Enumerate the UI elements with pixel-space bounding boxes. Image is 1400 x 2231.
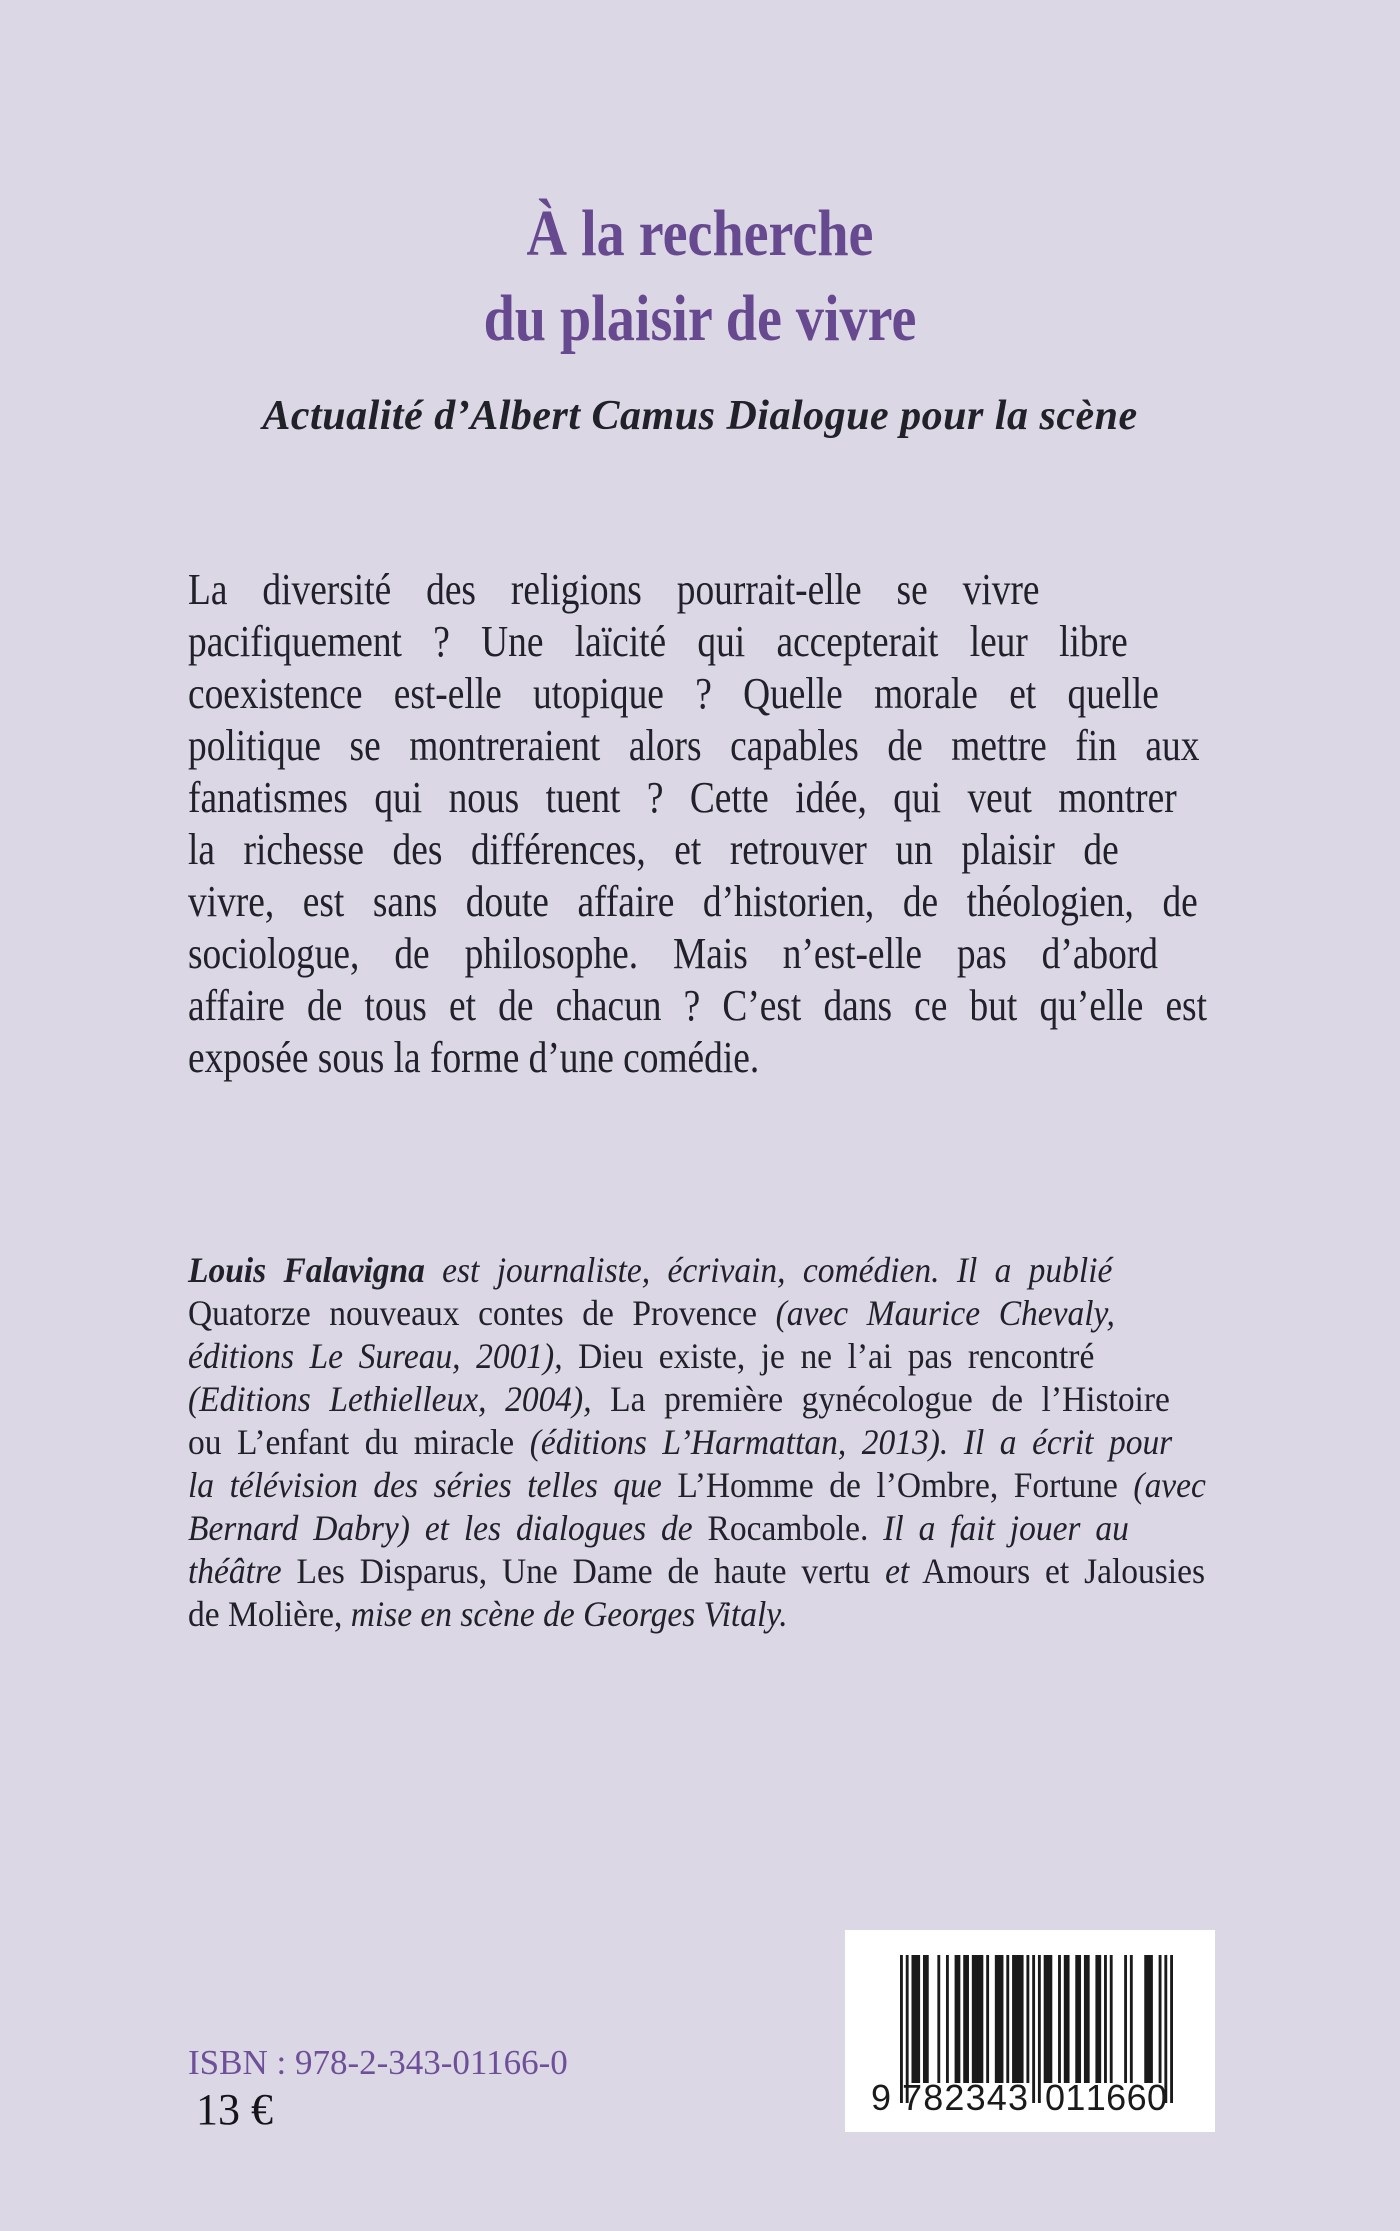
barcode-digit: 0 — [1146, 2077, 1167, 2118]
bio-line — [188, 1507, 1140, 1550]
blurb-line: sociologue, de philosophe. Mais n’est-elle pas d’abord — [188, 929, 1158, 978]
barcode-digit: 6 — [1106, 2077, 1127, 2118]
barcode-digit: 1 — [1085, 2077, 1106, 2118]
blurb-line: pacifiquement ? Une laïcité qui accepterait leur libre — [188, 617, 1128, 666]
blurb-line: exposée sous la forme d’une comédie. — [188, 1033, 760, 1082]
barcode — [845, 1930, 1215, 2132]
bio-line — [188, 1550, 1205, 1593]
blurb-line: coexistence est-elle utopique ? Quelle morale et quelle — [188, 669, 1159, 718]
bio-segment: est journaliste, écrivain, comédien. Il a publié — [424, 1250, 1113, 1290]
barcode-digit-group — [1045, 2078, 1167, 2118]
bio-segment: (avec Maurice Chevaly, — [775, 1293, 1115, 1333]
barcode-digit-group — [855, 2078, 891, 2118]
barcode-digit: 3 — [1007, 2077, 1028, 2118]
book-subtitle-line-2: Dialogue pour la scène — [726, 392, 1138, 439]
bio-line — [188, 1464, 1206, 1507]
barcode-digit: 2 — [944, 2077, 965, 2118]
bio-segment: La première gynécologue de l’Histoire — [591, 1379, 1170, 1419]
bio-segment: et — [885, 1551, 910, 1591]
bio-segment: Quatorze nouveaux contes de Provence — [188, 1293, 776, 1333]
book-title-line-1: À la recherche — [526, 197, 874, 271]
blurb-line: la richesse des différences, et retrouver un plaisir de — [188, 825, 1119, 874]
bio-line — [188, 1249, 1140, 1292]
barcode-digit-group — [902, 2078, 1028, 2118]
back-cover-blurb — [188, 564, 1212, 1084]
barcode-digit: 9 — [870, 2077, 891, 2118]
barcode-digit: 0 — [1045, 2077, 1066, 2118]
book-title — [0, 191, 1400, 361]
bio-line — [188, 1378, 1170, 1421]
bio-segment: (avec — [1133, 1465, 1206, 1505]
price-text: 13 € — [196, 2085, 273, 2134]
bio-segment: théâtre — [188, 1551, 297, 1591]
bio-segment: Dieu existe, je ne l’ai pas rencontré — [562, 1336, 1095, 1376]
bio-segment: L’Homme de l’Ombre, Fortune — [677, 1465, 1134, 1505]
blurb-line: fanatismes qui nous tuent ? Cette idée, qui veut montrer — [188, 773, 1177, 822]
barcode-digit: 4 — [986, 2077, 1007, 2118]
bio-segment: Les Disparus, Une Dame de haute vertu — [296, 1551, 886, 1591]
barcode-digit: 7 — [902, 2077, 923, 2118]
barcode-digit: 3 — [965, 2077, 986, 2118]
author-bio — [188, 1249, 1212, 1636]
book-subtitle-line-1: Actualité d’Albert Camus — [262, 392, 716, 439]
barcode-digit: 1 — [1065, 2077, 1086, 2118]
barcode-digit: 8 — [923, 2077, 944, 2118]
bio-segment: (Editions Lethielleux, 2004), — [188, 1379, 592, 1419]
bio-segment: Bernard Dabry) et les dialogues de — [188, 1508, 708, 1548]
bio-segment: Rocambole. — [707, 1508, 884, 1548]
bio-segment: de Molière, — [188, 1594, 351, 1634]
blurb-line: politique se montreraient alors capables de mettre fin aux — [188, 721, 1200, 770]
bio-line — [188, 1292, 1140, 1335]
bio-segment: éditions Le Sureau, 2001), — [188, 1336, 563, 1376]
blurb-line: vivre, est sans doute affaire d’historien, de théologien, de — [188, 877, 1198, 926]
book-title-line-2: du plaisir de vivre — [483, 282, 917, 356]
barcode-number — [845, 2076, 1215, 2122]
bio-segment: Louis Falavigna — [188, 1250, 425, 1290]
isbn-text: ISBN : 978-2-343-01166-0 — [188, 2043, 568, 2082]
blurb-line: affaire de tous et de chacun ? C’est dans ce but qu’elle est — [188, 981, 1208, 1030]
bio-segment: (éditions L’Harmattan, 2013). Il a écrit pour — [529, 1422, 1173, 1462]
bio-segment: mise en scène de Georges Vitaly. — [350, 1594, 788, 1634]
bio-segment: Amours et Jalousies — [909, 1551, 1205, 1591]
bio-segment: ou L’enfant du miracle — [188, 1422, 530, 1462]
bio-line — [188, 1335, 1140, 1378]
book-subtitle — [0, 394, 1400, 439]
bio-line — [188, 1421, 1173, 1464]
barcode-digit: 6 — [1126, 2077, 1147, 2118]
bio-segment: Il a fait jouer au — [883, 1508, 1129, 1548]
blurb-line: La diversité des religions pourrait-elle se vivre — [188, 565, 1040, 614]
bio-line — [188, 1593, 1140, 1636]
bio-segment: la télévision des séries telles que — [188, 1465, 678, 1505]
